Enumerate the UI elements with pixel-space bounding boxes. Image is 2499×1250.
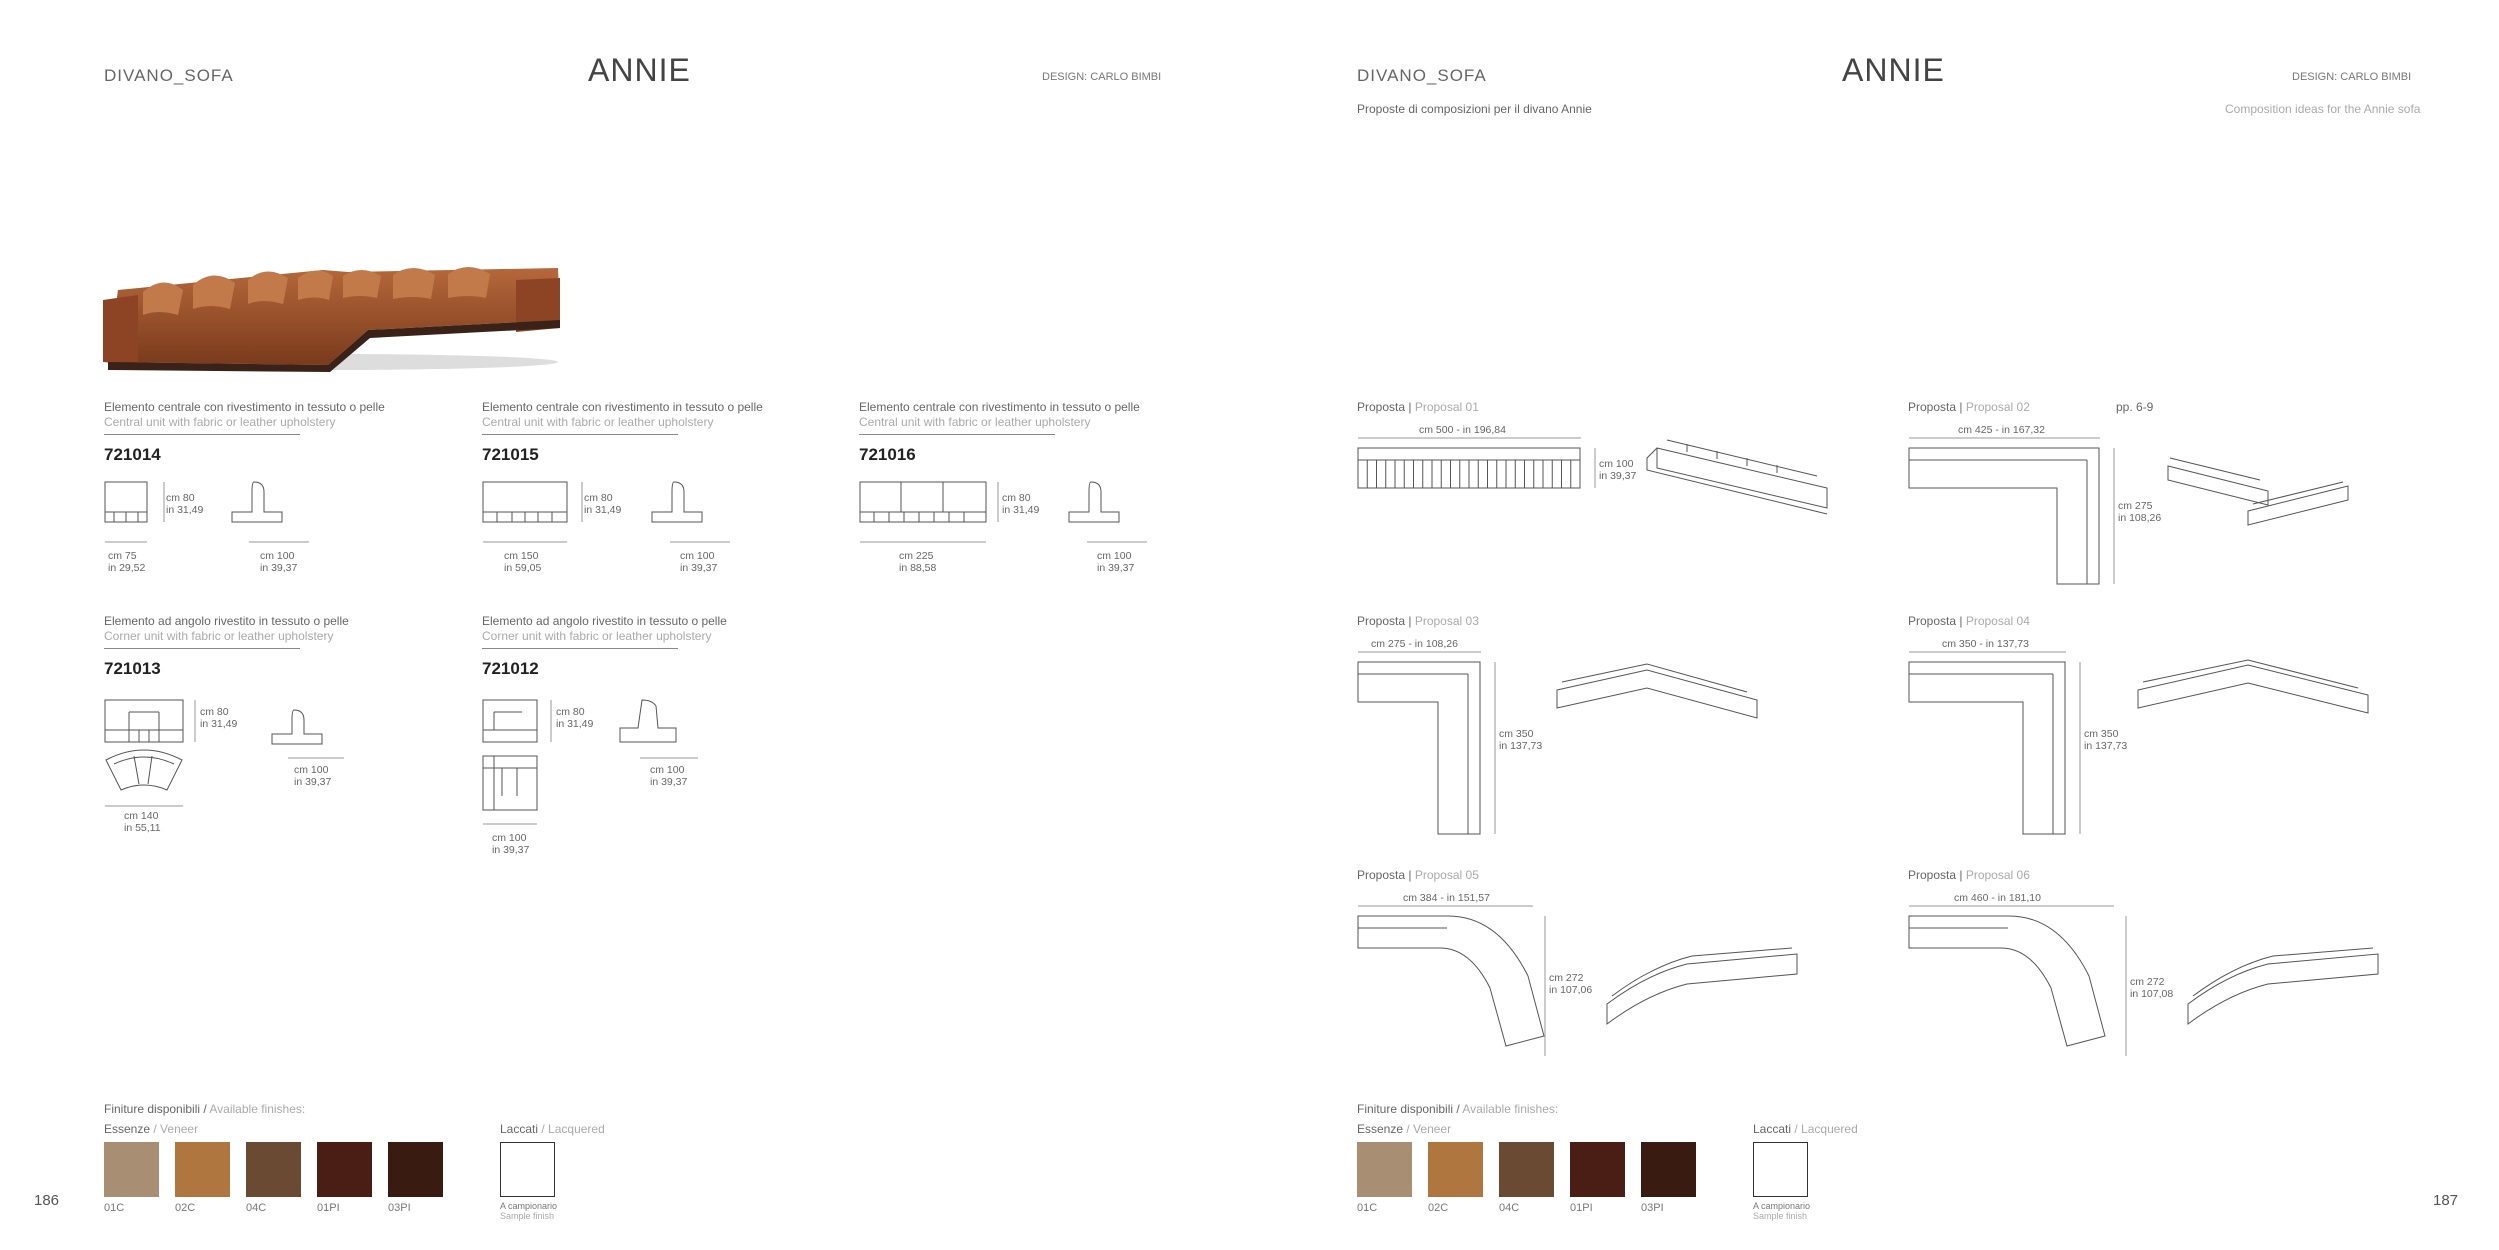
proposal-01 [1357,400,1877,560]
divider [482,434,678,435]
page-title: ANNIE [588,52,691,88]
unit-desc-en: Central unit with fabric or leather upholstery [482,415,714,429]
swatch-04c [1499,1142,1554,1197]
designer-label: DESIGN: CARLO BIMBI [2292,71,2412,83]
swatch-code: 03PI [1641,1202,1664,1214]
depth-dimension: cm 100 in 39,37 [294,764,332,788]
proposal-title: Proposta | Proposal 05 [1357,868,1479,882]
swatch-03pi [388,1142,443,1197]
swatch-code: 01C [104,1202,125,1214]
swatch-02c [1428,1142,1483,1197]
swatch-01pi [317,1142,372,1197]
plan-drawing [1357,904,1877,1074]
swatch-01c [104,1142,159,1197]
swatch-code: 01C [1357,1202,1378,1214]
unit-desc-it: Elemento ad angolo rivestito in tessuto o pelle [104,614,349,628]
unit-desc-it: Elemento ad angolo rivestito in tessuto o pelle [482,614,727,628]
height-dimension: cm 272 in 107,06 [1549,972,1593,996]
lacquer-label: Laccati / Lacquered [1753,1122,1858,1136]
designer-label: DESIGN: CARLO BIMBI [1042,71,1162,83]
height-dimension: cm 80 in 31,49 [166,492,204,516]
subtitle-en: Composition ideas for the Annie sofa [2225,102,2421,116]
sample-label-it: A campionario [500,1201,558,1211]
width-dimension: cm 150 in 59,05 [504,550,542,574]
lacquer-swatch [1753,1142,1808,1197]
plan-drawing [1357,436,1857,556]
lacquer-label: Laccati / Lacquered [500,1122,605,1136]
width-dimension: cm 350 - in 137,73 [1942,638,2029,650]
height-dimension: cm 275 in 108,26 [2118,500,2162,524]
proposal-title: Proposta | Proposal 03 [1357,614,1479,628]
proposal-title: Proposta | Proposal 04 [1908,614,2030,628]
height-dimension: cm 350 in 137,73 [1499,728,1543,752]
width-dimension: cm 100 in 39,37 [492,832,530,856]
width-dimension: cm 425 - in 167,32 [1958,424,2045,436]
unit-721014 [104,400,444,600]
unit-desc-en: Central unit with fabric or leather upholstery [104,415,336,429]
unit-code: 721013 [104,659,161,678]
divider [104,648,300,649]
proposal-04 [1908,614,2428,834]
swatch-04c [246,1142,301,1197]
page-number: 187 [2433,1192,2459,1209]
swatch-03pi [1641,1142,1696,1197]
proposal-06 [1908,868,2428,1068]
unit-desc-it: Elemento centrale con rivestimento in tessuto o pelle [104,400,385,414]
finishes-section [104,1102,624,1222]
width-dimension: cm 140 in 55,11 [124,810,161,834]
lacquer-swatch [500,1142,555,1197]
height-dimension: cm 100 in 39,37 [1599,458,1637,482]
unit-desc-en: Central unit with fabric or leather upholstery [859,415,1091,429]
depth-dimension: cm 100 in 39,37 [260,550,298,574]
sofa-photo [98,250,568,375]
width-dimension: cm 75 in 29,52 [108,550,146,574]
unit-721013 [104,614,444,874]
unit-721016 [859,400,1199,600]
divider [104,434,300,435]
subtitle-it: Proposte di composizioni per il divano Annie [1357,102,1592,116]
proposal-title: Proposta | Proposal 02 [1908,400,2030,414]
unit-drawing [482,696,742,846]
page-number: 186 [34,1192,60,1209]
sample-label-en: Sample finish [1753,1211,1808,1221]
height-dimension: cm 80 in 31,49 [200,706,238,730]
height-dimension: cm 80 in 31,49 [556,706,594,730]
proposal-05 [1357,868,1877,1068]
unit-code: 721015 [482,445,539,464]
unit-drawing [104,478,324,548]
width-dimension: cm 275 - in 108,26 [1371,638,1458,650]
category-label: DIVANO_SOFA [104,66,234,85]
swatch-02c [175,1142,230,1197]
finishes-title: Finiture disponibili / Available finishes: [1357,1102,1559,1116]
plan-drawing [1908,650,2408,840]
unit-desc-en: Corner unit with fabric or leather upholstery [482,629,712,643]
swatch-code: 02C [175,1202,196,1214]
swatch-code: 03PI [388,1202,411,1214]
proposal-02 [1908,400,2428,600]
swatch-01pi [1570,1142,1625,1197]
swatch-code: 04C [246,1202,267,1214]
height-dimension: cm 272 in 107,08 [2130,976,2174,1000]
swatch-code: 02C [1428,1202,1449,1214]
category-label: DIVANO_SOFA [1357,66,1487,85]
finishes-title: Finiture disponibili / Available finishes: [104,1102,306,1116]
veneer-label: Essenze / Veneer [104,1122,199,1136]
sample-label-it: A campionario [1753,1201,1811,1211]
height-dimension: cm 80 in 31,49 [1002,492,1040,516]
depth-dimension: cm 100 in 39,37 [650,764,688,788]
finishes-section [1357,1102,1877,1222]
swatch-code: 01PI [317,1202,340,1214]
width-dimension: cm 500 - in 196,84 [1419,424,1506,436]
plan-drawing [1357,650,1777,840]
proposal-title: Proposta | Proposal 06 [1908,868,2030,882]
swatch-code: 01PI [1570,1202,1593,1214]
unit-desc-it: Elemento centrale con rivestimento in tessuto o pelle [859,400,1140,414]
sample-label-en: Sample finish [500,1211,555,1221]
depth-dimension: cm 100 in 39,37 [1097,550,1135,574]
proposal-03 [1357,614,1877,834]
divider [482,648,678,649]
unit-desc-it: Elemento centrale con rivestimento in tessuto o pelle [482,400,763,414]
unit-code: 721012 [482,659,539,678]
unit-desc-en: Corner unit with fabric or leather upholstery [104,629,334,643]
swatch-01c [1357,1142,1412,1197]
unit-721012 [482,614,822,874]
width-dimension: cm 460 - in 181,10 [1954,892,2041,904]
divider [859,434,1055,435]
height-dimension: cm 350 in 137,73 [2084,728,2128,752]
width-dimension: cm 384 - in 151,57 [1403,892,1490,904]
width-dimension: cm 225 in 88,58 [899,550,937,574]
proposal-title: Proposta | Proposal 01 [1357,400,1479,414]
unit-code: 721016 [859,445,916,464]
height-dimension: cm 80 in 31,49 [584,492,622,516]
page-reference: pp. 6-9 [2116,400,2154,414]
veneer-label: Essenze / Veneer [1357,1122,1452,1136]
depth-dimension: cm 100 in 39,37 [680,550,718,574]
swatch-code: 04C [1499,1202,1520,1214]
unit-code: 721014 [104,445,161,464]
unit-721015 [482,400,822,600]
page-title: ANNIE [1842,52,1945,88]
